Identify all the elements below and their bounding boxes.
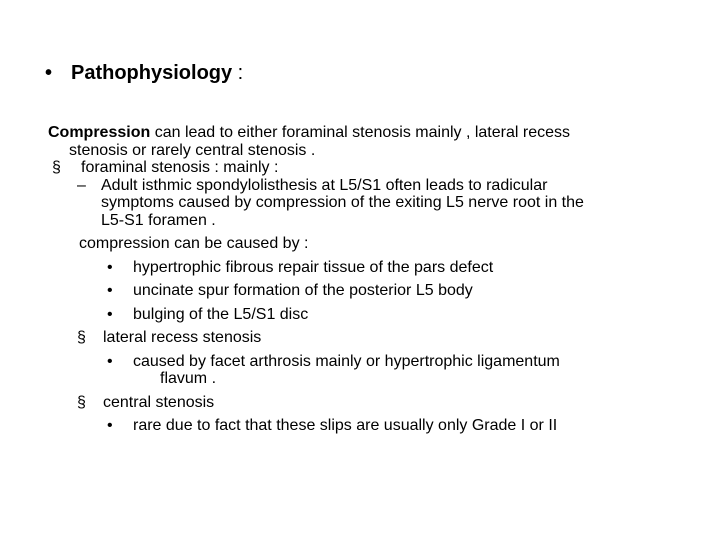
cause-item-1 bbox=[107, 258, 720, 277]
title-bullet: • bbox=[45, 62, 53, 84]
intro-continuation: stenosis or rarely central stenosis . bbox=[69, 141, 316, 159]
adult-line-2: symptoms caused by compression of the exiting L5 nerve root in the bbox=[101, 194, 584, 211]
cause-item-2 bbox=[107, 282, 720, 300]
lateral-cause-item bbox=[107, 352, 720, 371]
lateral-heading: lateral recess stenosis bbox=[103, 329, 262, 346]
intro-line bbox=[48, 124, 673, 142]
round-bullet-icon: • bbox=[107, 417, 113, 434]
foraminal-item bbox=[52, 159, 706, 177]
round-bullet-icon: • bbox=[107, 305, 113, 323]
cause-1-text: hypertrophic fibrous repair tissue of the pars defect bbox=[133, 258, 494, 276]
cause-item-3 bbox=[107, 305, 720, 324]
caused-by-line: compression can be caused by : bbox=[79, 235, 309, 252]
dash-bullet-icon: – bbox=[77, 176, 86, 194]
round-bullet-icon: • bbox=[107, 258, 113, 276]
central-item bbox=[77, 393, 720, 412]
adult-line-1: Adult isthmic spondylolisthesis at L5/S1 often leads to radicular bbox=[101, 176, 548, 194]
round-bullet-icon: • bbox=[107, 282, 113, 299]
intro-rest: can lead to either foraminal stenosis mainly , lateral recess bbox=[150, 124, 570, 141]
adult-item bbox=[77, 176, 720, 195]
square-bullet-icon: § bbox=[77, 393, 86, 411]
lateral-line-2: flavum . bbox=[160, 370, 217, 387]
foraminal-heading: foraminal stenosis : mainly : bbox=[81, 159, 279, 176]
central-heading: central stenosis bbox=[103, 393, 215, 411]
title-text: Pathophysiology bbox=[71, 62, 233, 84]
cause-2-text: uncinate spur formation of the posterior L5 body bbox=[133, 282, 473, 299]
lateral-line-1: caused by facet arthrosis mainly or hypertrophic ligamentum bbox=[133, 352, 560, 370]
adult-line-3: L5-S1 foramen . bbox=[101, 211, 216, 229]
lateral-item bbox=[77, 329, 720, 347]
round-bullet-icon: • bbox=[107, 352, 113, 370]
square-bullet-icon: § bbox=[77, 329, 86, 346]
square-bullet-icon: § bbox=[52, 159, 61, 176]
cause-3-text: bulging of the L5/S1 disc bbox=[133, 305, 309, 323]
central-line-1: rare due to fact that these slips are usually only Grade I or II bbox=[133, 417, 558, 434]
intro-bold: Compression bbox=[48, 124, 151, 141]
title-colon: : bbox=[232, 62, 244, 84]
central-cause-item bbox=[107, 417, 720, 435]
slide-title bbox=[45, 62, 243, 85]
slide-body bbox=[48, 124, 673, 435]
